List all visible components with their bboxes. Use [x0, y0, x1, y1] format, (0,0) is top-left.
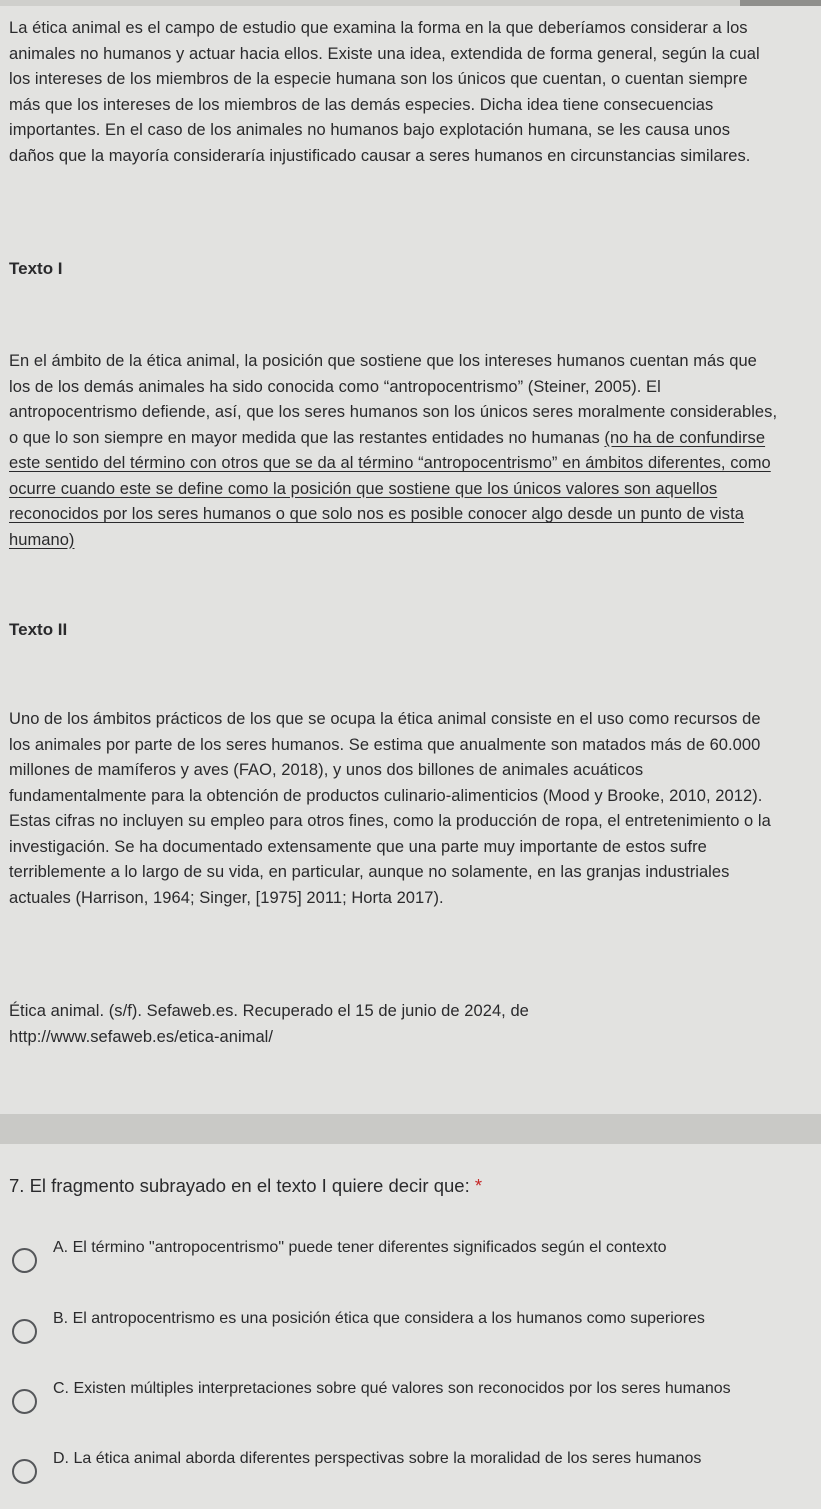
required-asterisk: * [474, 1175, 483, 1196]
option-c-label[interactable]: C. Existen múltiples interpretaciones sobre qué valores son reconocidos por los seres humanos [53, 1380, 731, 1397]
texto-1-underlined-fragment: (no ha de confundirse este sentido del término con otros que se da al término “antropocentrismo” en ámbitos diferentes, como ocurre cuando este se define como la posición que sostiene que los únicos valores son aquellos reconocidos por los seres humanos o que solo nos es posible conocer algo desde un punto de vista humano) [9, 428, 771, 549]
section-divider [0, 1114, 821, 1144]
option-b-label[interactable]: B. El antropocentrismo es una posición ética que considera a los humanos como superiores [53, 1310, 705, 1327]
citation [9, 999, 779, 1050]
option-a-label[interactable]: A. El término "antropocentrismo" puede tener diferentes significados según el contexto [53, 1239, 667, 1256]
radio-button-b[interactable] [12, 1319, 37, 1344]
texto-1-paragraph [9, 349, 779, 553]
citation-text: Ética animal. (s/f). Sefaweb.es. Recuperado el 15 de junio de 2024, de [9, 1002, 529, 1020]
radio-button-d[interactable] [12, 1459, 37, 1484]
reading-passage-section [0, 6, 821, 1114]
question-title [9, 1175, 482, 1197]
question-title-text: 7. El fragmento subrayado en el texto I quiere decir que: [9, 1175, 470, 1196]
texto-1-heading: Texto I [9, 259, 63, 278]
citation-url: http://www.sefaweb.es/etica-animal/ [9, 1027, 274, 1046]
option-a[interactable] [12, 1236, 802, 1292]
texto-1-plain-text: En el ámbito de la ética animal, la posición que sostiene que los intereses humanos cuentan más que los de los demás animales ha sido conocida como “antropocentrismo” (Steiner, 2005). El antropocentrismo defiende, así, que los seres humanos son los únicos seres moralmente considerables, o que lo son siempre en mayor medida que las restantes entidades no humanas [9, 352, 778, 447]
option-d[interactable] [12, 1447, 802, 1503]
radio-button-c[interactable] [12, 1389, 37, 1414]
option-c[interactable] [12, 1377, 802, 1433]
intro-paragraph: La ética animal es el campo de estudio que examina la forma en la que deberíamos considerar a los animales no humanos y actuar hacia ellos. Existe una idea, extendida de forma general, según la cual los intereses de los miembros de la especie humana son los únicos que cuentan, o cuentan siempre más que los intereses de los miembros de las demás especies. Dicha idea tiene consecuencias importantes. En el caso de los animales no humanos bajo explotación humana, se les causa unos daños que la mayoría consideraría injustificado causar a seres humanos en circunstancias similares. [9, 19, 760, 165]
texto-2-paragraph: Uno de los ámbitos prácticos de los que se ocupa la ética animal consiste en el uso como recursos de los animales por parte de los seres humanos. Se estima que anualmente son matados más de 60.000 millones de mamíferos y aves (FAO, 2018), y unos dos billones de animales acuáticos fundamentalmente para la obtención de productos culinario-alimenticios (Mood y Brooke, 2010, 2012). Estas cifras no incluyen su empleo para otros fines, como la producción de ropa, el entretenimiento o la investigación. Se ha documentado extensamente que una parte muy importante de estos sufre terriblemente a lo largo de su vida, en particular, aunque no solamente, en las granjas industriales actuales (Harrison, 1964; Singer, [1975] 2011; Horta 2017). [9, 710, 771, 907]
option-d-label[interactable]: D. La ética animal aborda diferentes perspectivas sobre la moralidad de los seres humanos [53, 1450, 702, 1467]
radio-button-a[interactable] [12, 1248, 37, 1273]
option-b[interactable] [12, 1307, 802, 1363]
texto-2-heading: Texto II [9, 620, 68, 639]
